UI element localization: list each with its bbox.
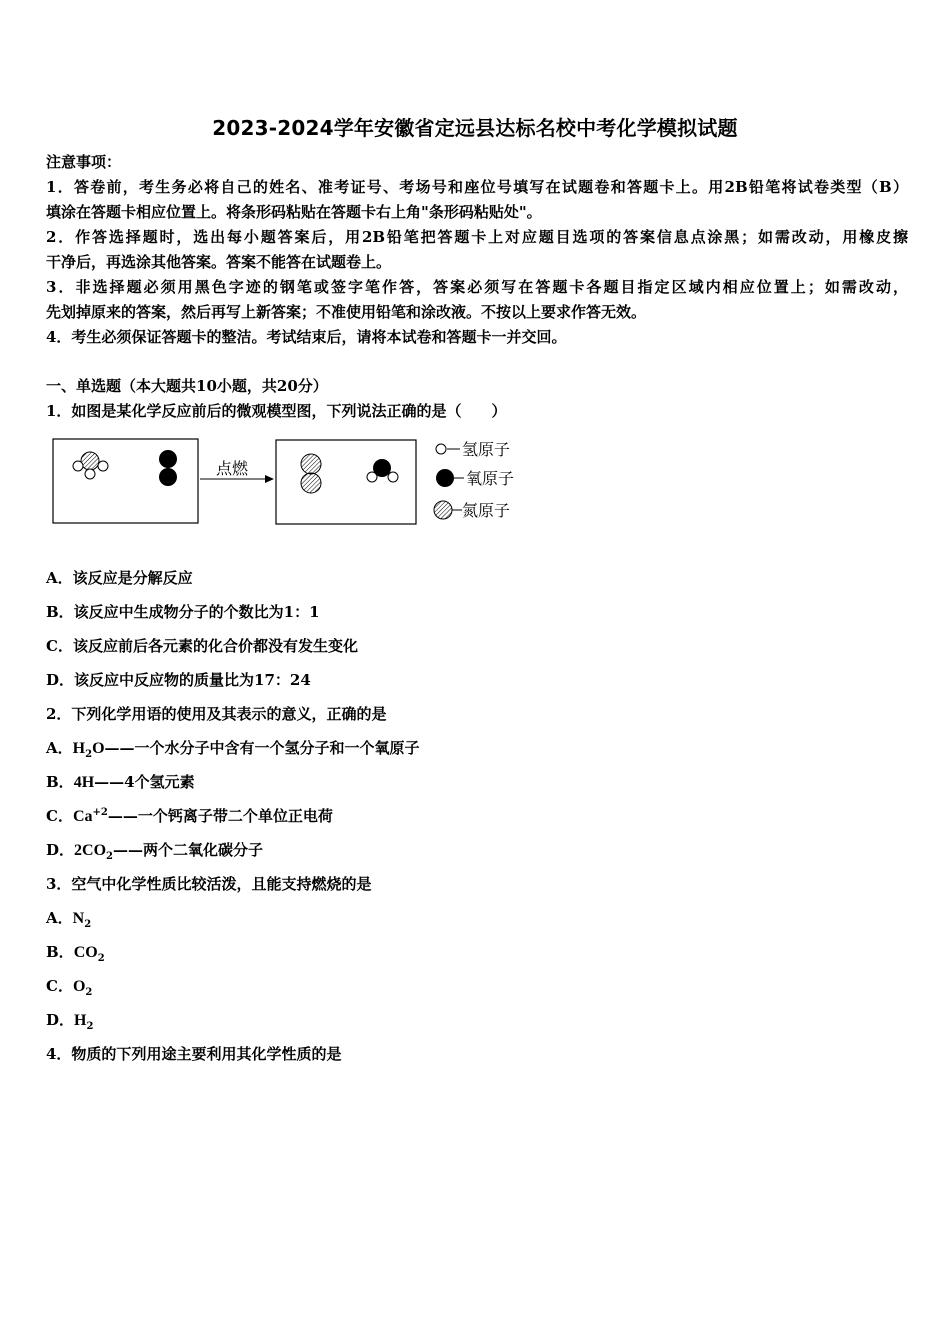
reactants-box: [53, 439, 198, 523]
q2-a-formula-o: O: [92, 740, 105, 757]
q2-option-b: [46, 770, 908, 795]
q3-b-formula: CO: [73, 944, 98, 961]
q3-b-letter: B．: [46, 943, 74, 961]
q1-option-a: A．该反应是分解反应: [46, 569, 193, 587]
q2-c-letter: C．: [46, 807, 73, 825]
q3-stem: 3．空气中化学性质比较活泼，且能支持燃烧的是: [46, 875, 372, 893]
q2-option-c: [46, 804, 908, 829]
nh3-molecule: [73, 452, 108, 479]
legend-oxygen: [436, 469, 514, 488]
section-heading: 一、单选题（本大题共10小题，共20分）: [46, 377, 328, 395]
q3-option-c: [46, 974, 908, 999]
h2o-molecule: [367, 459, 398, 482]
legend-hydrogen-label: 氢原子: [462, 440, 511, 459]
notice-line-3a: 3．非选择题必须用黑色字迹的钢笔或签字笔作答，答案必须写在答题卡各题目指定区域内相应位置上；如需改动，: [46, 278, 908, 296]
q1-option-b: B．该反应中生成物分子的个数比为1：1: [46, 603, 320, 621]
q1-stem: 1．如图是某化学反应前后的微观模型图，下列说法正确的是（ ）: [46, 402, 507, 420]
q2-d-letter: D．: [46, 841, 75, 859]
q2-stem: 2．下列化学用语的使用及其表示的意义，正确的是: [46, 705, 387, 723]
legend-nitrogen-label: 氮原子: [462, 501, 511, 520]
q2-c-superscript: +2: [92, 807, 108, 818]
notice-heading: 注意事项：: [46, 153, 122, 171]
notice-line-2b: 干净后，再选涂其他答案。答案不能答在试题卷上。: [46, 253, 392, 271]
notice-line-1b: 填涂在答题卡相应位置上。将条形码粘贴在答题卡右上角"条形码粘贴处"。: [46, 203, 542, 221]
q2-b-text: ——4个氢元素: [94, 773, 195, 791]
q2-a-subscript: 2: [85, 749, 93, 760]
legend-hydrogen: [436, 440, 510, 459]
q2-b-formula: 4H: [73, 774, 95, 791]
reaction-diagram: [50, 434, 540, 534]
notice-line-1a: 1．答卷前，考生务必将自己的姓名、准考证号、考场号和座位号填写在试题卷和答题卡上。用2B铅笔将试卷类型（B）: [46, 178, 908, 196]
q3-option-b: [46, 940, 908, 965]
notice-line-3b: 先划掉原来的答案，然后再写上新答案；不准使用铅笔和涂改液。不按以上要求作答无效。: [46, 303, 647, 321]
n2-molecule: [301, 454, 321, 493]
q2-option-a: [46, 736, 908, 761]
q2-c-text: ——一个钙离子带二个单位正电荷: [107, 807, 333, 825]
q2-d-subscript: 2: [106, 851, 113, 862]
q1-option-d: D．该反应中反应物的质量比为17：24: [46, 671, 311, 689]
q3-d-subscript: 2: [86, 1021, 94, 1032]
q3-option-d: [46, 1008, 908, 1033]
q3-a-letter: A．: [46, 909, 73, 927]
legend-nitrogen: [434, 501, 510, 520]
q1-option-c: C．该反应前后各元素的化合价都没有发生变化: [46, 637, 358, 655]
q3-c-subscript: 2: [85, 987, 93, 998]
q2-a-text: ——一个水分子中含有一个氢分子和一个氧原子: [104, 739, 420, 757]
q2-c-formula: Ca: [72, 808, 93, 825]
q3-c-letter: C．: [46, 977, 73, 995]
q3-b-subscript: 2: [97, 953, 105, 964]
arrow-label: 点燃: [216, 459, 249, 478]
q2-a-formula-h: H: [72, 740, 86, 757]
o2-molecule: [159, 450, 177, 486]
q3-a-formula: N: [72, 910, 85, 927]
legend-oxygen-label: 氧原子: [466, 469, 515, 488]
notice-line-2a: 2．作答选择题时，选出每小题答案后，用2B铅笔把答题卡上对应题目选项的答案信息点涂黑；如需改动，用橡皮擦: [46, 228, 908, 246]
q2-option-d: [46, 838, 908, 863]
q2-b-letter: B．: [46, 773, 74, 791]
q3-d-formula: H: [74, 1012, 87, 1029]
q2-d-formula: 2CO: [74, 842, 107, 859]
q3-c-formula: O: [72, 978, 86, 995]
q3-option-a: [46, 906, 908, 931]
q3-a-subscript: 2: [84, 919, 92, 930]
page-title: 2023-2024学年安徽省定远县达标名校中考化学模拟试题: [212, 116, 738, 140]
notice-line-4: 4．考生必须保证答题卡的整洁。考试结束后，请将本试卷和答题卡一并交回。: [46, 328, 567, 346]
q3-d-letter: D．: [46, 1011, 75, 1029]
q2-a-letter: A．: [46, 739, 73, 757]
q2-d-text: ——两个二氧化碳分子: [112, 841, 263, 859]
q4-stem: 4．物质的下列用途主要利用其化学性质的是: [46, 1045, 342, 1063]
